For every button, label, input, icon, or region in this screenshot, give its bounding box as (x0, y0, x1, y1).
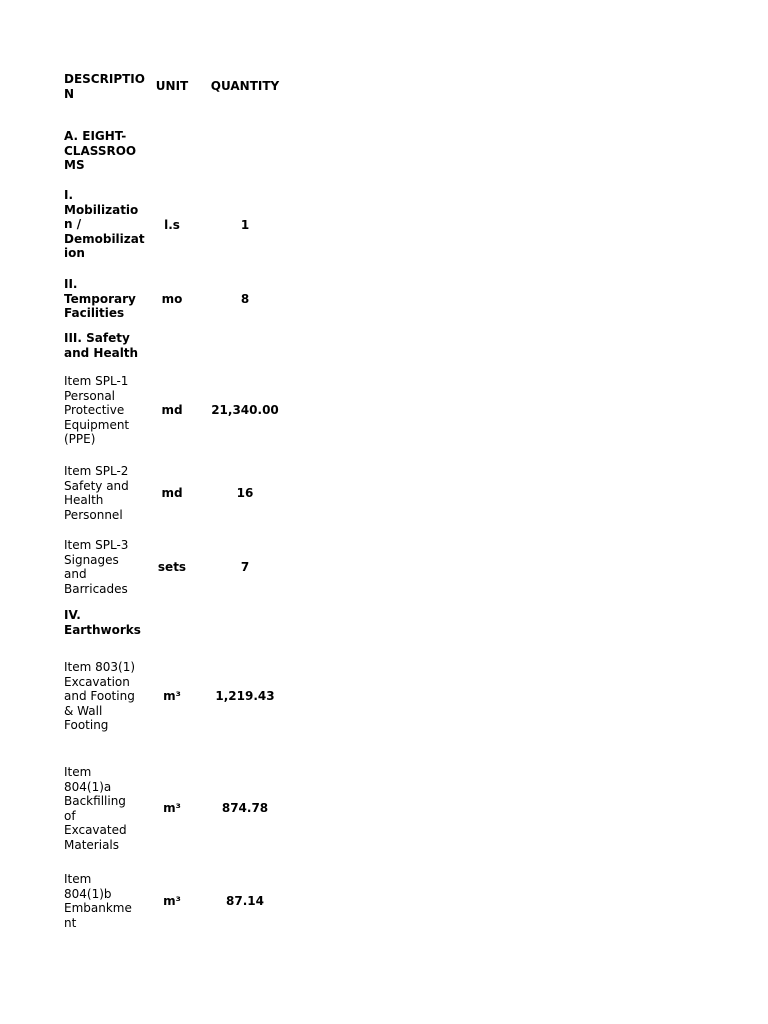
row-10-quantity: 87.14 (226, 894, 264, 908)
row-10-description (64, 872, 136, 930)
description-line: III. Safety (64, 331, 130, 345)
description-line: Personal (64, 388, 116, 403)
description-line: Barricades (64, 581, 128, 596)
description-line: Item SPL-1 (64, 374, 129, 388)
description-line: Signages (64, 552, 119, 567)
row-3-description (64, 331, 139, 360)
row-4-unit: md (161, 403, 183, 417)
row-4-quantity: 21,340.00 (211, 403, 279, 417)
description-line: I. (64, 188, 74, 202)
description-line: 804(1)b (64, 886, 112, 901)
row-1-description (64, 188, 145, 261)
description-line: II. (64, 277, 78, 291)
description-line: CLASSROO (64, 143, 137, 158)
description-line: Mobilizatio (64, 202, 139, 217)
description-line: Item 803(1) (64, 660, 136, 674)
description-line: Facilities (64, 306, 125, 321)
description-line: n / (64, 217, 82, 232)
row-2-unit: mo (161, 292, 183, 306)
row-9-quantity: 874.78 (221, 801, 269, 815)
description-line: Temporary (64, 291, 136, 306)
row-5-unit: md (161, 486, 183, 500)
row-2-quantity: 8 (240, 292, 250, 306)
row-6-quantity: 7 (240, 560, 250, 574)
description-line: A. EIGHT- (64, 129, 127, 143)
description-line: of (64, 808, 76, 823)
description-line: 804(1)a (64, 779, 112, 794)
column-header-description (64, 72, 145, 101)
description-line: Footing (64, 718, 109, 733)
description-line: Earthworks (64, 622, 141, 637)
row-10-unit: m³ (163, 894, 181, 908)
description-line: Item (64, 765, 92, 779)
description-line: MS (64, 158, 85, 173)
row-9-description (64, 765, 136, 853)
description-line: and (64, 567, 87, 582)
header-description-line: DESCRIPTIO (64, 72, 145, 86)
description-line: Backfilling (64, 794, 126, 809)
description-line: Demobilizat (64, 231, 145, 246)
description-line: Equipment (64, 417, 130, 432)
row-2-description (64, 277, 136, 321)
header-description-line: N (64, 86, 75, 101)
description-line: Embankme (64, 901, 132, 916)
row-8-unit: m³ (163, 689, 181, 703)
description-line: (PPE) (64, 432, 96, 447)
description-line: Excavated (64, 823, 127, 838)
description-line: IV. (64, 608, 81, 622)
description-line: and Health (64, 345, 139, 360)
row-1-quantity: 1 (240, 218, 250, 232)
row-6-description (64, 538, 136, 596)
row-5-description (64, 464, 136, 522)
description-line: Protective (64, 403, 125, 418)
row-1-unit: l.s (164, 218, 180, 232)
description-line: Excavation (64, 674, 130, 689)
description-line: Health (64, 493, 104, 508)
row-9-unit: m³ (163, 801, 181, 815)
column-header-unit: UNIT (155, 79, 189, 93)
row-8-description (64, 660, 136, 733)
description-line: & Wall (64, 703, 103, 718)
description-line: Safety and (64, 478, 129, 493)
row-8-quantity: 1,219.43 (215, 689, 275, 703)
description-line: nt (64, 915, 77, 930)
row-4-description (64, 374, 136, 447)
description-line: and Footing (64, 689, 135, 704)
row-6-unit: sets (157, 560, 187, 574)
row-0-description (64, 129, 136, 173)
description-line: Item SPL-3 (64, 538, 129, 552)
row-7-description (64, 608, 141, 637)
description-line: ion (64, 246, 85, 261)
description-line: Personnel (64, 507, 123, 522)
description-line: Materials (64, 837, 120, 852)
row-5-quantity: 16 (236, 486, 254, 500)
column-header-quantity: QUANTITY (210, 79, 280, 93)
description-line: Item SPL-2 (64, 464, 129, 478)
description-line: Item (64, 872, 92, 886)
